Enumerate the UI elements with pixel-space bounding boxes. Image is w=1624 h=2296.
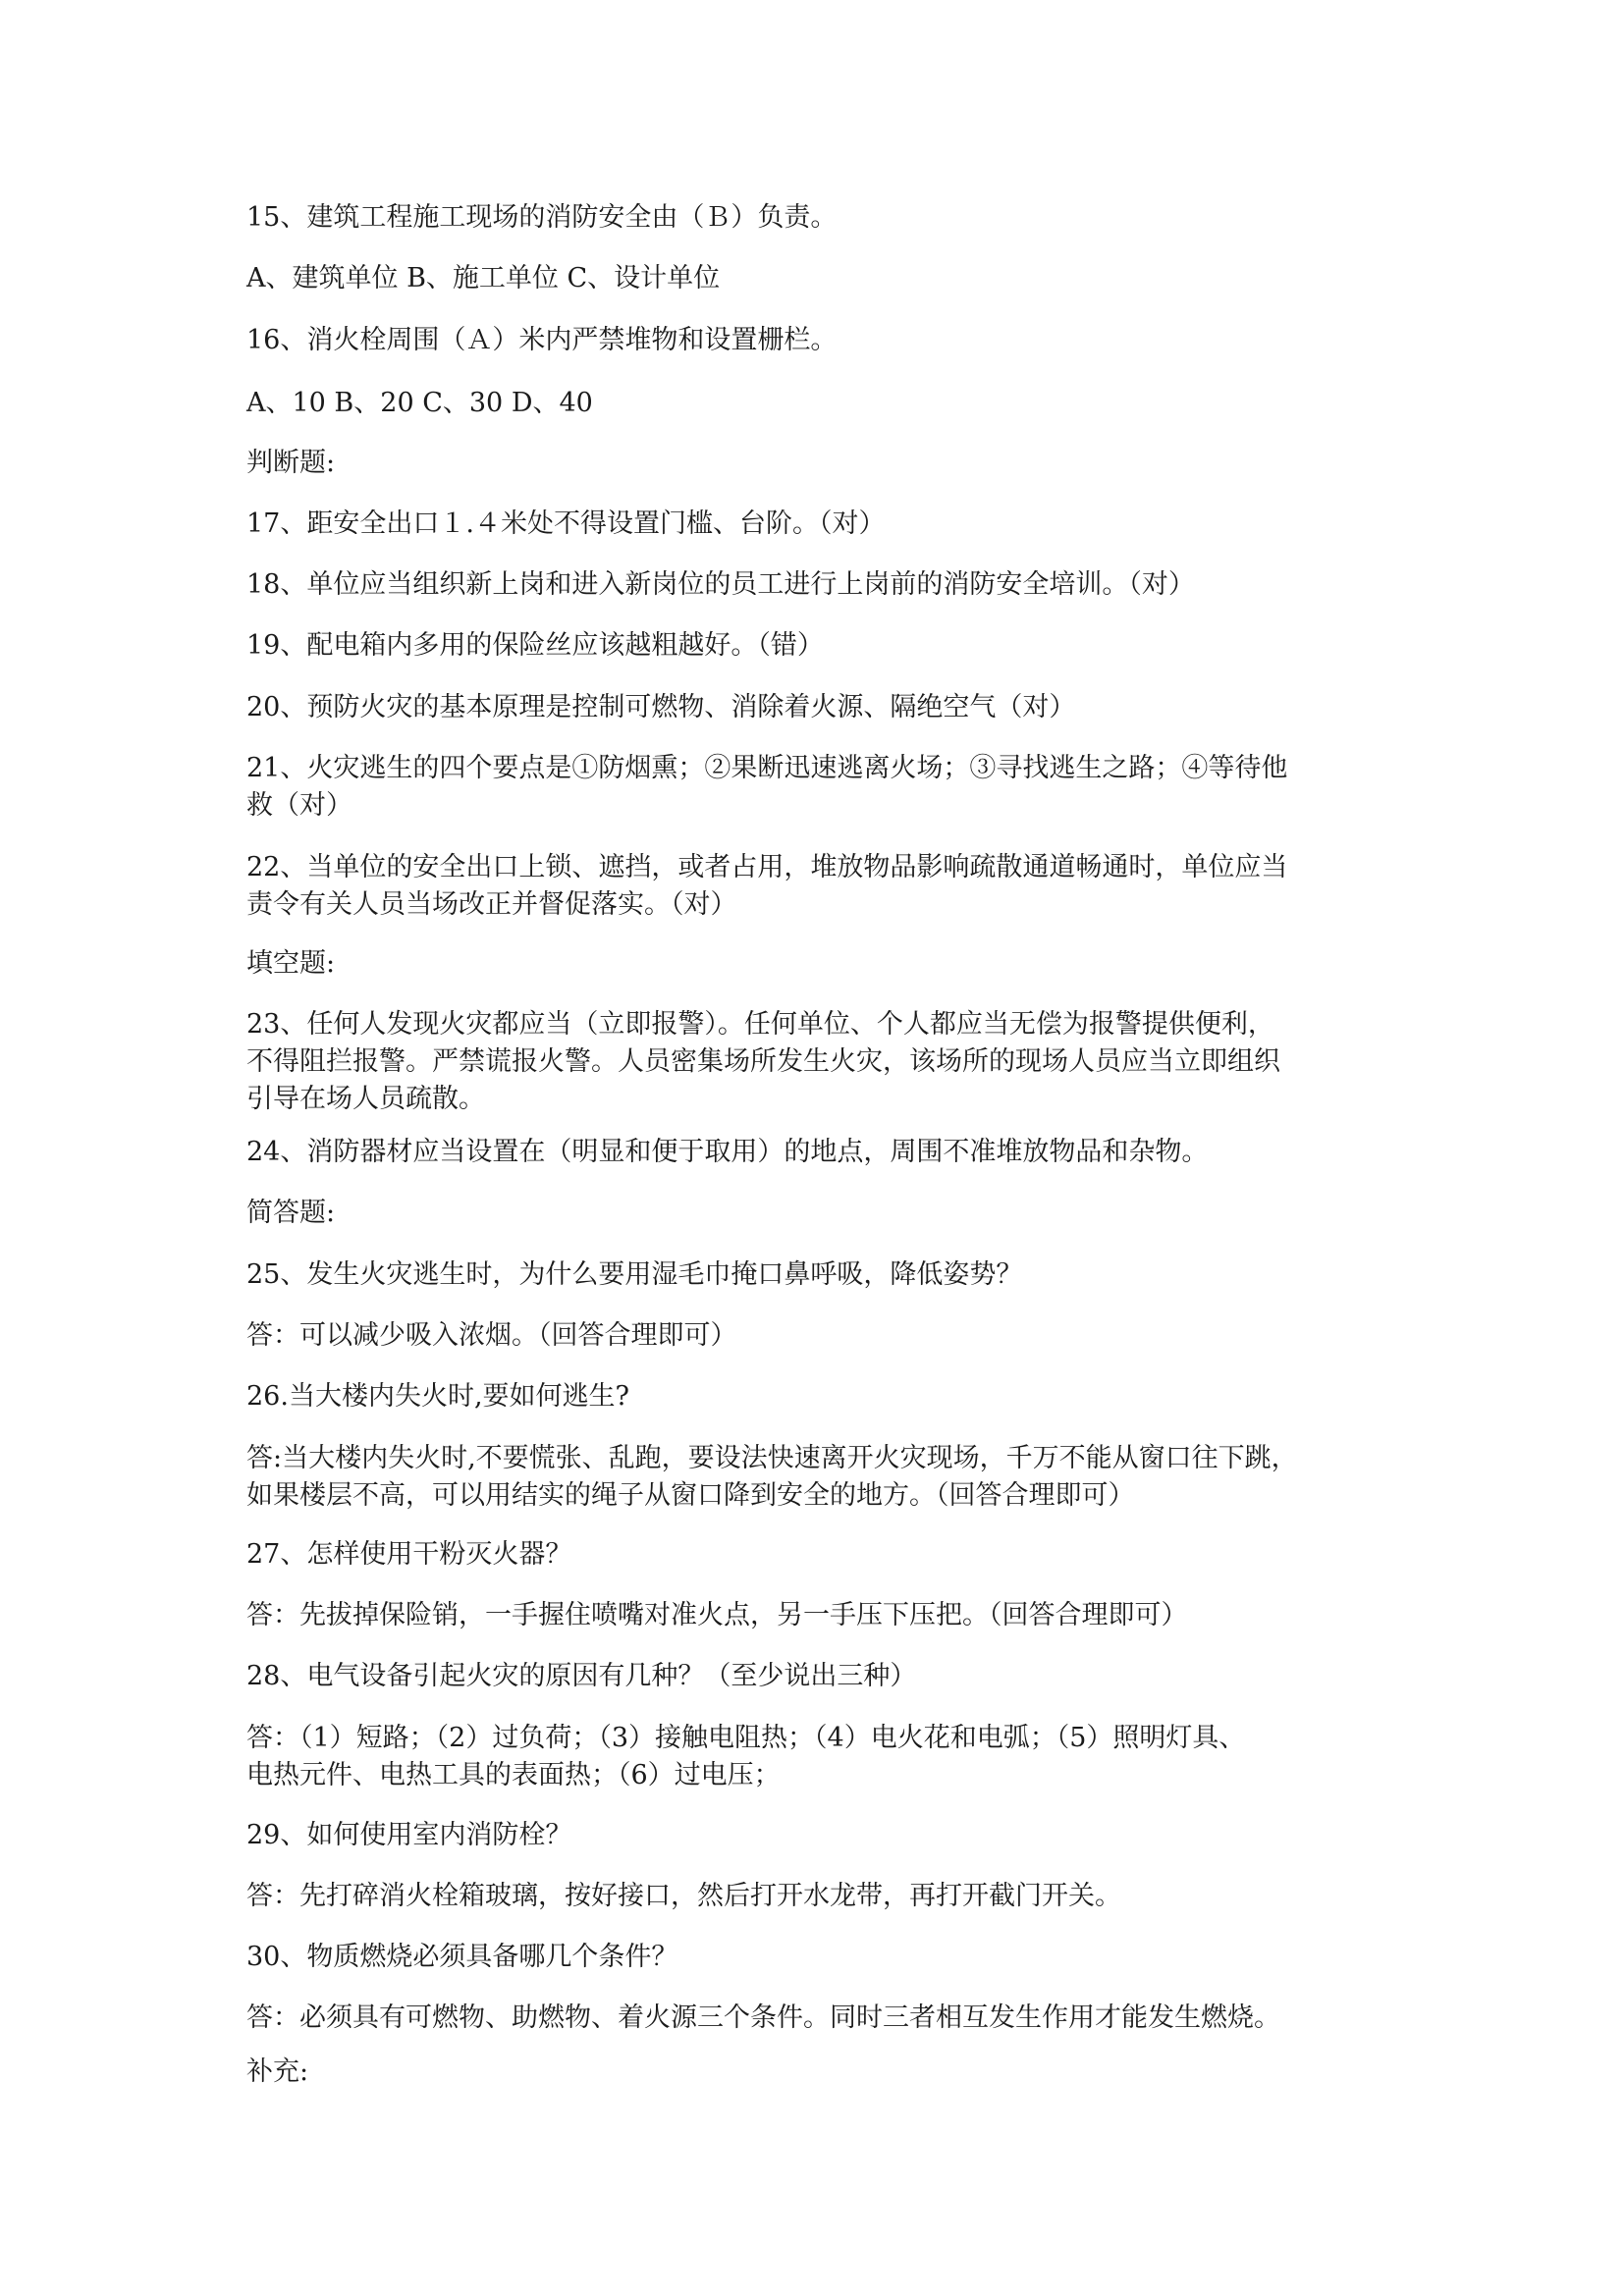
question-27: 27、怎样使用干粉灭火器？ [246, 1539, 572, 1570]
question-21-line-1: 21、火灾逃生的四个要点是①防烟熏；②果断迅速逃离火场；③寻找逃生之路；④等待他 [246, 753, 1288, 783]
question-21 [246, 750, 1395, 825]
question-19: 19、配电箱内多用的保险丝应该越粗越好。（错） [246, 630, 824, 661]
answer-25: 答：可以减少吸入浓烟。（回答合理即可） [246, 1320, 737, 1351]
question-25: 25、发生火灾逃生时，为什么要用湿毛巾掩口鼻呼吸，降低姿势？ [246, 1259, 1023, 1290]
question-16-options: A、10 B、20 C、30 D、40 [246, 388, 593, 418]
question-21-line-2: 救（对） [246, 790, 352, 821]
answer-26-line-1: 答:当大楼内失火时,不要慌张、乱跑，要设法快速离开火灾现场，千万不能从窗口往下跳， [246, 1443, 1298, 1473]
answer-26 [246, 1440, 1395, 1515]
question-15: 15、建筑工程施工现场的消防安全由（Ｂ）负责。 [246, 202, 838, 233]
answer-28-line-1: 答：（1）短路；（2）过负荷；（3）接触电阻热；（4）电火花和电弧；（5）照明灯具、 [246, 1723, 1246, 1753]
answer-26-line-2: 如果楼层不高，可以用结实的绳子从窗口降到安全的地方。（回答合理即可） [246, 1480, 1135, 1511]
question-23-line-3: 引导在场人员疏散。 [246, 1084, 485, 1114]
answer-28-line-2: 电热元件、电热工具的表面热；（6）过电压； [246, 1760, 781, 1790]
answer-28 [246, 1720, 1395, 1794]
question-29: 29、如何使用室内消防栓？ [246, 1820, 572, 1850]
question-26: 26.当大楼内失火时,要如何逃生? [246, 1381, 629, 1412]
question-23-line-1: 23、任何人发现火灾都应当（立即报警）。任何单位、个人都应当无偿为报警提供便利， [246, 1009, 1274, 1040]
question-20: 20、预防火灾的基本原理是控制可燃物、消除着火源、隔绝空气（对） [246, 692, 1076, 722]
question-22-line-1: 22、当单位的安全出口上锁、遮挡，或者占用，堆放物品影响疏散通道畅通时，单位应当 [246, 852, 1288, 882]
answer-27: 答：先拔掉保险销，一手握住喷嘴对准火点，另一手压下压把。（回答合理即可） [246, 1600, 1188, 1630]
section-heading-fill: 填空题: [246, 948, 336, 979]
section-heading-short: 简答题: [246, 1198, 336, 1228]
answer-30: 答：必须具有可燃物、助燃物、着火源三个条件。同时三者相互发生作用才能发生燃烧。 [246, 2002, 1280, 2033]
question-28: 28、电气设备引起火灾的原因有几种？（至少说出三种） [246, 1661, 917, 1691]
question-15-options: A、建筑单位 B、施工单位 C、设计单位 [246, 263, 721, 294]
question-22 [246, 849, 1395, 924]
question-16: 16、消火栓周围（Ａ）米内严禁堆物和设置栅栏。 [246, 325, 838, 355]
question-24: 24、消防器材应当设置在（明显和便于取用）的地点，周围不准堆放物品和杂物。 [246, 1137, 1209, 1167]
question-18: 18、单位应当组织新上岗和进入新岗位的员工进行上岗前的消防安全培训。（对） [246, 569, 1195, 600]
question-23-line-2: 不得阻拦报警。严禁谎报火警。人员密集场所发生火灾，该场所的现场人员应当立即组织 [246, 1046, 1280, 1077]
question-22-line-2: 责令有关人员当场改正并督促落实。（对） [246, 889, 737, 920]
question-23 [246, 1006, 1395, 1118]
answer-29: 答：先打碎消火栓箱玻璃，按好接口，然后打开水龙带，再打开截门开关。 [246, 1881, 1121, 1911]
question-17: 17、距安全出口１.４米处不得设置门槛、台阶。（对） [246, 508, 886, 539]
question-30: 30、物质燃烧必须具备哪几个条件？ [246, 1942, 678, 1972]
section-heading-supplement: 补充: [246, 2056, 309, 2087]
section-heading-judge: 判断题: [246, 448, 336, 478]
